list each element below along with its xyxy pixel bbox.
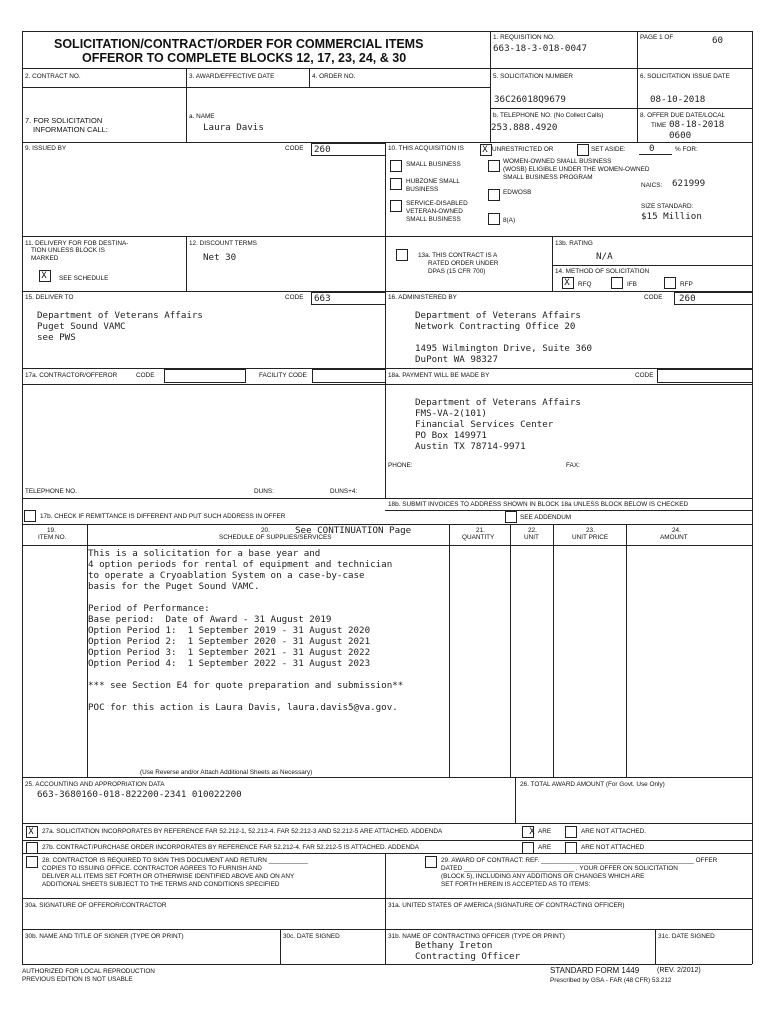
wosb-label-2: (WOSB) ELIGIBLE UNDER THE WOMEN-OWNED (503, 166, 650, 173)
rating-value[interactable]: N/A (596, 251, 613, 262)
unrestricted-label: UNRESTRICTED OR (492, 146, 554, 153)
discount-terms-label: 12. DISCOUNT TERMS (189, 240, 257, 247)
set-aside-percent-underline (639, 154, 672, 155)
page-label: PAGE 1 OF (640, 34, 674, 41)
administered-by-line3: 1495 Wilmington Drive, Suite 360 (415, 343, 593, 354)
schedule-line: Option Period 3: 1 September 2021 - 31 August 2022 (88, 647, 371, 658)
hubzone-label-2: BUSINESS (406, 186, 439, 193)
27a-label: 27a. SOLICITATION INCORPORATES BY REFERENCE FAR 52.212-1, 52.212-4. FAR 52.212-3 AND 52.212-5 ARE ATTACHED. ADDENDA (42, 828, 443, 835)
rfp-checkbox[interactable] (664, 277, 676, 289)
acquisition-label: 10. THIS ACQUISITION IS (388, 145, 464, 152)
small-business-checkbox[interactable] (390, 160, 402, 172)
remittance-different-label: 17b. CHECK IF REMITTANCE IS DIFFERENT AND PUT SUCH ADDRESS IN OFFER (40, 513, 286, 520)
29-checkbox[interactable] (425, 856, 437, 868)
rating-label: 13b. RATING (555, 240, 593, 247)
29-line2: DATED _______________________________ . YOUR OFFER ON SOLICITATION (441, 865, 678, 872)
see-addendum-checkbox[interactable] (505, 511, 517, 523)
27a-are-mark: X (529, 827, 535, 837)
col-quantity-label: QUANTITY (462, 534, 495, 541)
payment-by-line3: Financial Services Center (415, 419, 554, 430)
rated-order-checkbox[interactable] (396, 249, 408, 261)
payment-by-line5: Austin TX 78714-9971 (415, 441, 526, 452)
signature-offeror-label: 30a. SIGNATURE OF OFFEROR/CONTRACTOR (25, 902, 167, 909)
telephone-no-label: TELEPHONE NO. (25, 488, 77, 495)
sdvosb-label-2: VETERAN-OWNED (406, 208, 463, 215)
form-title: SOLICITATION/CONTRACT/ORDER FOR COMMERCIAL ITEMS (54, 37, 424, 51)
sdvosb-label: SERVICE-DISABLED (406, 200, 468, 207)
schedule-line: Option Period 2: 1 September 2020 - 31 August 2021 (88, 636, 371, 647)
27b-are-not-label: ARE NOT ATTACHED (581, 844, 645, 851)
schedule-line: basis for the Puget Sound VAMC. (88, 581, 260, 592)
delivery-fob-label: 11. DELIVERY FOR FOB DESTINA- (25, 240, 129, 247)
co-title-value[interactable]: Contracting Officer (415, 951, 521, 962)
deliver-to-line1: Department of Veterans Affairs (37, 310, 203, 321)
delivery-fob-label-2: TION UNLESS BLOCK IS (31, 247, 105, 254)
administered-by-line2: Network Contracting Office 20 (415, 321, 576, 332)
schedule-line: *** see Section E4 for quote preparation and submission** (88, 680, 404, 691)
see-schedule-label: SEE SCHEDULE (59, 275, 109, 282)
signer-name-label: 30b. NAME AND TITLE OF SIGNER (TYPE OR PRINT) (25, 933, 184, 940)
telephone-value[interactable]: 253.888.4920 (491, 122, 558, 133)
total-award-label: 26. TOTAL AWARD AMOUNT (For Govt. Use Only) (520, 781, 665, 788)
size-standard-value[interactable]: $15 Million (641, 211, 702, 222)
29-line3: (BLOCK 5), INCLUDING ANY ADDITIONS OR CHANGES WHICH ARE (441, 873, 645, 880)
footer-form-name: STANDARD FORM 1449 (550, 966, 640, 975)
schedule-line: Base period: Date of Award - 31 August 2019 (88, 614, 332, 625)
28-line4: ADDITIONAL SHEETS SUBJECT TO THE TERMS AND CONDITIONS SPECIFIED (42, 881, 280, 888)
wosb-label: WOMEN-OWNED SMALL BUSINESS (503, 158, 612, 165)
27a-mark: X (28, 827, 34, 837)
accounting-data-label: 25. ACCOUNTING AND APPROPRIATION DATA (25, 781, 165, 788)
naics-label: NAICS: (641, 182, 663, 189)
offer-due-date-value[interactable]: 08-18-2018 (669, 119, 725, 130)
27b-are-label: ARE (538, 844, 552, 851)
co-name-label: 31b. NAME OF CONTRACTING OFFICER (TYPE OR PRINT) (388, 933, 565, 940)
signature-co-label: 31a. UNITED STATES OF AMERICA (SIGNATURE OF CONTRACTING OFFICER) (388, 902, 625, 909)
schedule-line: to operate a Cryoablation System on a case-by-case (88, 570, 365, 581)
small-business-label: SMALL BUSINESS (406, 161, 461, 168)
col-quantity-num: 21. (476, 527, 485, 534)
set-aside-percent-value[interactable]: 0 (649, 143, 655, 154)
contractor-label: 17a. CONTRACTOR/OFFEROR (25, 372, 118, 379)
29-line4: SET FORTH HEREIN IS ACCEPTED AS TO ITEMS: (441, 881, 591, 888)
rating-separator (552, 265, 752, 266)
requisition-label: 1. REQUISITION NO. (493, 34, 555, 41)
requisition-value[interactable]: 663-18-3-018-0047 (493, 43, 588, 54)
wosb-label-3: SMALL BUSINESS PROGRAM (503, 174, 593, 181)
payment-fax-label: FAX: (566, 462, 580, 469)
schedule-line: Period of Performance: (88, 603, 210, 614)
rfq-label: RFQ (578, 281, 592, 288)
unrestricted-mark: X (482, 145, 488, 155)
28-line3: DELIVER ALL ITEMS SET FORTH OR OTHERWISE IDENTIFIED ABOVE AND ON ANY (42, 873, 295, 880)
rated-order-label-2: RATED ORDER UNDER (428, 260, 499, 267)
footer-form-rev: (REV. 2/2012) (657, 967, 701, 974)
8a-label: 8(A) (503, 217, 516, 224)
col-amount-label: AMOUNT (660, 534, 688, 541)
delivery-fob-label-3: MARKED (31, 255, 59, 262)
28-checkbox[interactable] (26, 856, 38, 868)
hubzone-label: HUBZONE SMALL (406, 178, 460, 185)
deliver-to-code-value: 663 (314, 293, 331, 304)
edwosb-checkbox[interactable] (488, 189, 500, 201)
28-line2: COPIES TO ISSUING OFFICE. CONTRACTOR AGREES TO FURNISH AND (42, 865, 262, 872)
hubzone-checkbox[interactable] (390, 178, 402, 190)
col-schedule-continuation: See CONTINUATION Page (295, 525, 412, 536)
offer-due-time-value[interactable]: 0600 (669, 130, 692, 141)
issue-date-value[interactable]: 08-10-2018 (650, 94, 706, 105)
sdvosb-checkbox[interactable] (390, 200, 402, 212)
size-standard-label: SIZE STANDARD: (641, 203, 694, 210)
discount-terms-value[interactable]: Net 30 (203, 252, 237, 263)
issued-by-code-value: 260 (314, 144, 331, 155)
contract-no-label: 2. CONTRACT NO. (25, 73, 81, 80)
solicitation-number-label: 5. SOLICITATION NUMBER (493, 73, 574, 80)
remittance-different-checkbox[interactable] (24, 510, 36, 522)
contractor-code-label: CODE (136, 372, 155, 379)
col-unit-num: 22. (528, 527, 537, 534)
issue-date-label: 6. SOLICITATION ISSUE DATE (640, 73, 730, 80)
27b-checkbox[interactable] (26, 842, 38, 854)
rfq-mark: X (564, 278, 570, 288)
form-subtitle: OFFEROR TO COMPLETE BLOCKS 12, 17, 23, 24, & 30 (82, 51, 407, 65)
contractor-code-field[interactable] (164, 369, 246, 383)
offer-due-time-label: TIME (651, 122, 667, 129)
solicitation-info-label: 7. FOR SOLICITATION (25, 116, 103, 125)
signer-date-label: 30c. DATE SIGNED (283, 933, 340, 940)
co-date-label: 31c. DATE SIGNED (658, 933, 715, 940)
payment-by-label: 18a. PAYMENT WILL BE MADE BY (388, 372, 490, 379)
deliver-to-label: 15. DELIVER TO (25, 294, 74, 301)
rfp-label: RFP (680, 281, 693, 288)
rated-order-label: 13a. THIS CONTRACT IS A (418, 252, 498, 259)
edwosb-label: EDWOSB (503, 189, 532, 196)
submit-invoices-label: 18b. SUBMIT INVOICES TO ADDRESS SHOWN IN BLOCK 18a UNLESS BLOCK BELOW IS CHECKED (388, 501, 689, 508)
naics-value[interactable]: 621999 (672, 178, 706, 189)
issued-by-code-label: CODE (285, 145, 304, 152)
solicitation-number-value[interactable]: 36C26018Q9679 (494, 94, 566, 105)
col-schedule-num: 20. (261, 527, 270, 534)
payment-phone-label: PHONE: (388, 462, 413, 469)
footer-prescribed: Prescribed by GSA - FAR (48 CFR) 53.212 (550, 977, 672, 984)
administered-by-line1: Department of Veterans Affairs (415, 310, 581, 321)
administered-by-code-label: CODE (644, 294, 663, 301)
27a-are-not-label: ARE NOT ATTACHED. (581, 828, 646, 835)
footer-previous-edition: PREVIOUS EDITION IS NOT USABLE (22, 976, 133, 983)
rated-order-label-3: DPAS (15 CFR 700) (428, 268, 486, 275)
contact-name-value[interactable]: Laura Davis (203, 122, 264, 133)
order-no-label: 4. ORDER NO. (312, 73, 356, 80)
administered-by-label: 16. ADMINISTERED BY (388, 294, 457, 301)
see-schedule-mark: X (41, 271, 47, 281)
28-line1: 28. CONTRACTOR IS REQUIRED TO SIGN THIS DOCUMENT AND RETURN ___________ (42, 857, 308, 864)
col-item-no-num: 19. (47, 527, 56, 534)
27a-are-not-checkbox[interactable] (565, 826, 577, 838)
col-unit-label: UNIT (524, 534, 539, 541)
administered-by-line4: DuPont WA 98327 (415, 354, 498, 365)
sdvosb-label-3: SMALL BUSINESS (406, 216, 461, 223)
award-date-label: 3. AWARD/EFFECTIVE DATE (189, 73, 275, 80)
8a-checkbox[interactable] (488, 213, 500, 225)
schedule-line: This is a solicitation for a base year and (88, 548, 321, 559)
duns-label: DUNS: (254, 488, 274, 495)
schedule-line: 4 option periods for rental of equipment and technician (88, 559, 393, 570)
schedule-line: Option Period 4: 1 September 2022 - 31 August 2023 (88, 658, 371, 669)
payment-by-line4: PO Box 149971 (415, 430, 487, 441)
wosb-checkbox[interactable] (488, 160, 500, 172)
telephone-label: b. TELEPHONE NO. (No Collect Calls) (493, 112, 604, 119)
27b-are-not-checkbox[interactable] (565, 842, 577, 854)
27a-are-label: ARE (538, 828, 552, 835)
ifb-label: IFB (627, 281, 637, 288)
schedule-footnote: (Use Reverse and/or Attach Additional Sheets as Necessary) (140, 769, 313, 776)
name-label: a. NAME (189, 113, 215, 120)
payment-by-line2: FMS-VA-2(101) (415, 408, 487, 419)
set-aside-checkbox[interactable] (577, 144, 589, 156)
co-name-value[interactable]: Bethany Ireton (415, 940, 493, 951)
see-addendum-label: SEE ADDENDUM (520, 514, 572, 521)
payment-code-field[interactable] (657, 369, 753, 383)
administered-by-code-value: 260 (679, 293, 696, 304)
duns-plus4-label: DUNS+4: (330, 488, 358, 495)
set-aside-label: SET ASIDE: (591, 146, 626, 153)
schedule-line: Option Period 1: 1 September 2019 - 31 August 2020 (88, 625, 371, 636)
percent-for-label: % FOR: (675, 146, 698, 153)
accounting-data-value[interactable]: 663-3680160-018-822200-2341 010022200 (37, 789, 242, 800)
method-of-solicitation-label: 14. METHOD OF SOLICITATION (555, 268, 650, 275)
deliver-to-line2: Puget Sound VAMC (37, 321, 126, 332)
facility-code-field[interactable] (312, 369, 386, 383)
payment-by-line1: Department of Veterans Affairs (415, 397, 581, 408)
offer-due-label: 8. OFFER DUE DATE/LOCAL (640, 112, 726, 119)
col-unit-price-label: UNIT PRICE (572, 534, 609, 541)
ifb-checkbox[interactable] (611, 277, 623, 289)
page-count-value: 60 (712, 35, 724, 46)
27b-are-checkbox[interactable] (522, 842, 534, 854)
solicitation-info-label-2: INFORMATION CALL: (33, 125, 108, 134)
col-schedule-label: SCHEDULE OF SUPPLIES/SERVICES (219, 534, 332, 541)
deliver-to-code-label: CODE (285, 294, 304, 301)
col-unit-price-num: 23. (586, 527, 595, 534)
payment-code-label: CODE (635, 372, 654, 379)
col-item-no-label: ITEM NO. (38, 534, 67, 541)
deliver-to-line3: see PWS (37, 332, 76, 343)
facility-code-label: FACILITY CODE (259, 372, 307, 379)
29-line1: 29. AWARD OF CONTRACT: REF. ___________________________________________ OFFER (441, 857, 718, 864)
col-amount-num: 24. (672, 527, 681, 534)
schedule-line: POC for this action is Laura Davis, laura.davis5@va.gov. (88, 702, 398, 713)
27b-label: 27b. CONTRACT/PURCHASE ORDER INCORPORATES BY REFERENCE FAR 52.212-4. FAR 52.212-5 IS ATTACHED. ADDENDA (42, 844, 420, 851)
footer-authorized: AUTHORIZED FOR LOCAL REPRODUCTION (22, 968, 155, 975)
issued-by-label: 9. ISSUED BY (25, 145, 67, 152)
